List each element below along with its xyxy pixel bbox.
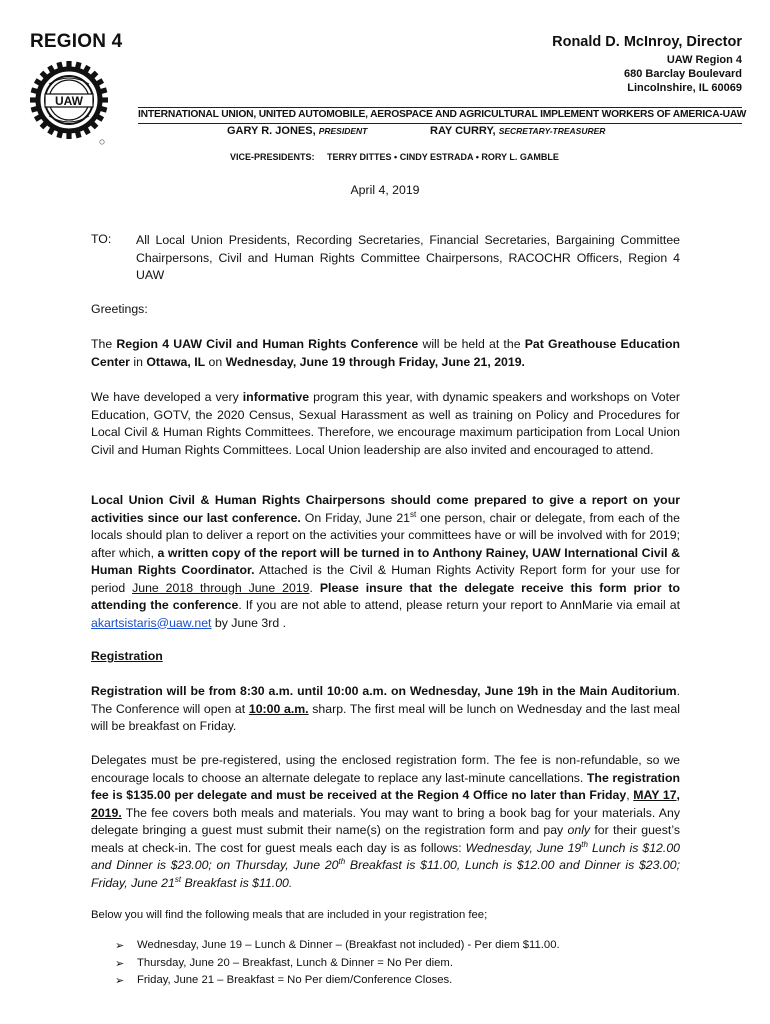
president-role: PRESIDENT xyxy=(318,126,368,136)
vp-names: TERRY DITTES • CINDY ESTRADA • RORY L. GAMBLE xyxy=(327,152,559,162)
president-name: GARY R. JONES, xyxy=(227,125,316,137)
arrow-bullet-icon: ➢ xyxy=(115,939,125,952)
director-name: Ronald D. McInroy, Director xyxy=(552,34,742,50)
secretary-name: RAY CURRY, xyxy=(430,125,496,137)
paragraph-fees: Delegates must be pre-registered, using the enclosed registration form. The fee is non-refundable, so we encourage locals to choose an alternate delegate to replace any last-minute cancellations. The registration fee is $135.00 per delegate and must be received at the Region 4 Office no later than Friday, MAY 17, 2019. The fee covers both meals and materials. You may want to bring a book bag for your materials. Any delegate bringing a guest must submit their name(s) on the registration form and pay only for their guest’s meals at check-in. The cost for guest meals each day is as follows: Wednesday, June 19th Lunch is $12.00 and Dinner is $23.00; on Thursday, June 20th Breakfast is $11.00, Lunch is $12.00 and Dinner is $23.00; Friday, June 21st Breakfast is $11.00. xyxy=(91,753,680,890)
header-rule-bottom xyxy=(138,123,742,124)
header-rule-top xyxy=(138,107,742,108)
address-line-2: 680 Barclay Boulevard xyxy=(623,68,742,80)
union-name: INTERNATIONAL UNION, UNITED AUTOMOBILE, AEROSPACE AND AGRICULTURAL IMPLEMENT WORKERS OF AMERICA-UAW xyxy=(138,109,747,120)
address-line-1: UAW Region 4 xyxy=(666,54,742,66)
email-link[interactable]: akartsistaris@uaw.net xyxy=(91,615,212,630)
region-title: REGION 4 xyxy=(30,31,123,52)
logo-text: UAW xyxy=(55,94,83,108)
paragraph-reports: Local Union Civil & Human Rights Chairpersons should come prepared to give a report on your activities since our last conference. On Friday, June 21st one person, chair or delegate, from each of the locals should plan to deliver a report on the activities your committees have or will be involved with for 2019; after which, a written copy of the report will be turned in to Anthony Rainey, UAW International Civil & Human Rights Coordinator. Attached is the Civil & Human Rights Activity Report form for your use for period June 2018 through June 2019. Please insure that the delegate receive this form prior to attending the conference. If you are not able to attend, please return your report to AnnMarie via email at akartsistaris@uaw.net by June 3rd . xyxy=(91,493,681,630)
meals-intro: Below you will find the following meals that are included in your registration fee; xyxy=(91,909,488,921)
arrow-bullet-icon: ➢ xyxy=(115,974,125,987)
president xyxy=(227,125,367,137)
meals-list xyxy=(115,937,560,990)
uaw-logo-icon xyxy=(28,54,110,154)
to-label: TO: xyxy=(91,232,112,246)
letter-date: April 4, 2019 xyxy=(350,183,420,197)
vp-label: VICE-PRESIDENTS: xyxy=(230,152,315,162)
address-line-3: Lincolnshire, IL 60069 xyxy=(627,82,742,94)
registration-heading: Registration xyxy=(91,649,163,663)
paragraph-registration-times: Registration will be from 8:30 a.m. until 10:00 a.m. on Wednesday, June 19h in the Main Auditorium. The Conference will open at 10:00 a.m. sharp. The first meal will be lunch on Wednesday and the last meal will be breakfast on Friday. xyxy=(91,684,680,733)
secretary-role: SECRETARY-TREASURER xyxy=(498,126,606,136)
director-block xyxy=(552,34,742,95)
secretary-treasurer xyxy=(430,125,605,137)
paragraph-conference: The Region 4 UAW Civil and Human Rights Conference will be held at the Pat Greathouse Education Center in Ottawa, IL on Wednesday, June 19 through Friday, June 21, 2019. xyxy=(91,337,680,369)
list-item: ➢ Friday, June 21 – Breakfast = No Per diem/Conference Closes. xyxy=(115,972,560,990)
vice-presidents xyxy=(230,152,559,162)
list-item: ➢ Wednesday, June 19 – Lunch & Dinner – (Breakfast not included) - Per diem $11.00. xyxy=(115,937,560,955)
list-item: ➢ Thursday, June 20 – Breakfast, Lunch & Dinner = No Per diem. xyxy=(115,955,560,973)
greeting: Greetings: xyxy=(91,302,148,316)
arrow-bullet-icon: ➢ xyxy=(115,956,125,970)
paragraph-program: We have developed a very informative program this year, with dynamic speakers and workshops on Voter Education, GOTV, the 2020 Census, Sexual Harassment as well as training on Policy and Procedures for Local Civil & Human Rights Committees. Therefore, we encourage maximum participation from Local Union Civil and Human Rights Committees. Local Union leadership are also invited and encouraged to attend. xyxy=(91,390,680,457)
to-recipients: All Local Union Presidents, Recording Secretaries, Financial Secretaries, Bargaining Committee Chairpersons, Civil and Human Rights Committee Chairpersons, RACOCHR Officers, Region 4 UAW xyxy=(136,233,680,282)
